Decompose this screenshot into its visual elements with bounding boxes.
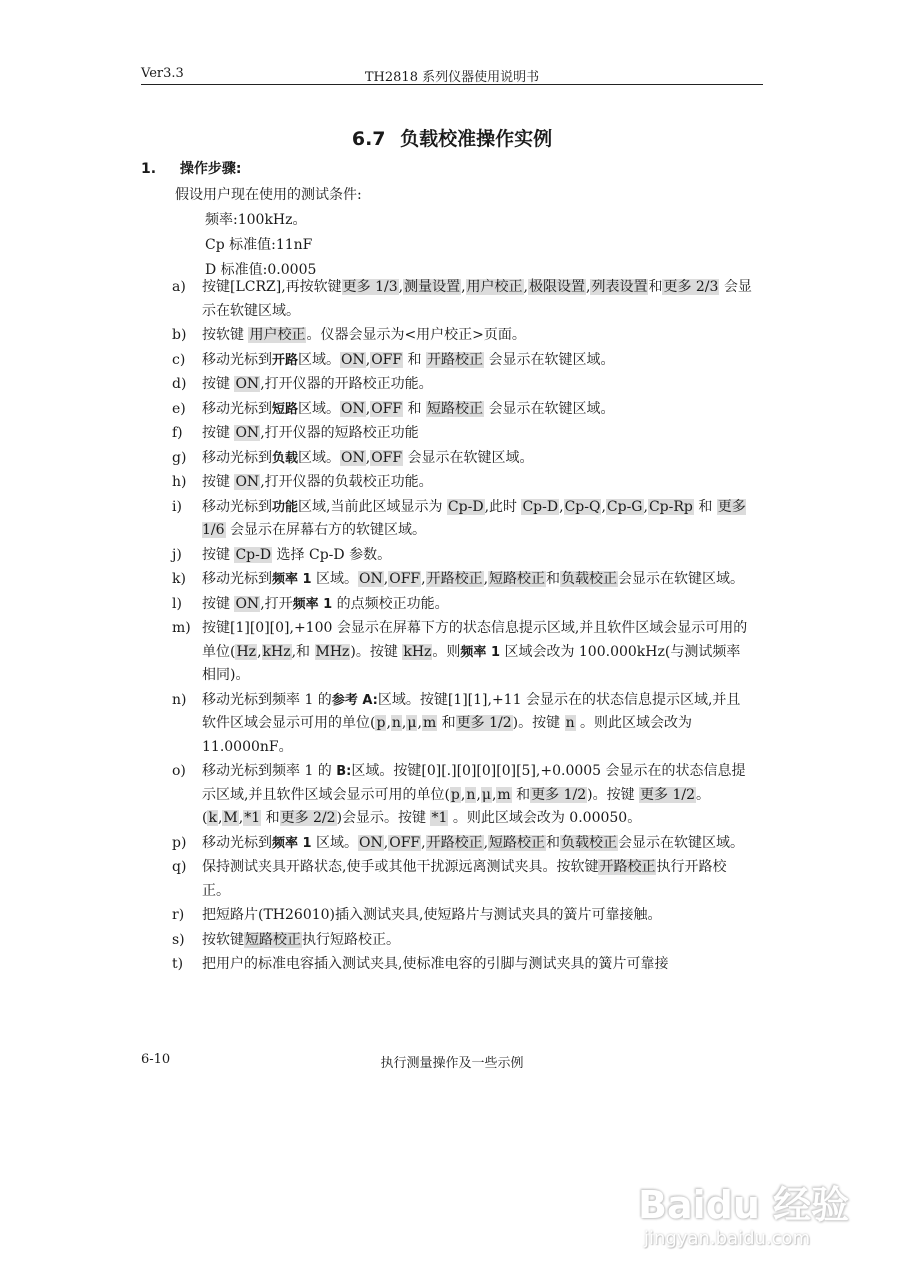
version-label: Ver3.3	[141, 66, 184, 81]
step-item	[172, 689, 752, 760]
step-label: r)	[172, 907, 185, 923]
softkey-label: Cp-Rp	[648, 498, 693, 515]
softkey-label: 更多 1/2	[531, 786, 587, 803]
field-name: 短路	[272, 401, 299, 417]
section-title: 负载校准操作实例	[400, 128, 553, 150]
step-label: p)	[172, 834, 187, 851]
softkey-label: ON	[235, 425, 260, 441]
watermark-logo: Baidu 经验	[638, 1183, 850, 1227]
step-item	[172, 760, 752, 831]
softkey-label: 开路校正	[426, 571, 483, 587]
step-text: 把短路片(TH26010)插入测试夹具,使短路片与测试夹具的簧片可靠接触。	[202, 907, 662, 923]
step-label: k)	[172, 571, 186, 587]
softkey-label: OFF	[389, 834, 421, 851]
step-label: j)	[172, 546, 182, 563]
step-label: b)	[172, 327, 187, 343]
watermark	[636, 1172, 866, 1262]
step-text: 按键 ON,打开仪器的短路校正功能	[202, 425, 419, 441]
softkey-label: ON	[235, 474, 260, 490]
step-item	[172, 568, 752, 592]
step-item	[172, 398, 752, 422]
field-name: B:	[336, 764, 352, 779]
subsection-heading	[141, 158, 241, 178]
section-number: 6.7	[351, 128, 386, 150]
field-name: 开路	[272, 352, 299, 368]
step-label: h)	[172, 474, 187, 490]
subsection-number: 1.	[141, 161, 157, 177]
field-name: 频率 1	[272, 572, 312, 587]
softkey-label: Cp-D	[447, 498, 484, 515]
softkey-label: *1	[431, 810, 448, 826]
step-item	[172, 349, 752, 373]
field-name: 频率 1	[272, 835, 312, 851]
step-label: n)	[172, 691, 187, 708]
step-text: 移动光标到频率 1 的 B:区域。按键[0][.][0][0][0][5],+0.0005 会显示在的状态信息提示区域,并且软件区域会显示可用的单位(p,n,μ,m 和更多 1/2)。按键 更多 1/2。(k,M,*1 和更多 2/2)会显示。按键 *1 。则此区域会改为 0.00050。	[202, 763, 746, 826]
softkey-label: OFF	[371, 400, 403, 417]
softkey-label: 更多 1/3	[342, 279, 398, 295]
softkey-label: MHz	[315, 643, 350, 660]
step-item	[172, 496, 752, 543]
softkey-label: 测量设置	[404, 279, 461, 295]
softkey-label: Cp-Q	[564, 498, 601, 515]
softkey-label: 更多 2/3	[663, 279, 719, 295]
step-label: i)	[172, 498, 182, 515]
step-text: 移动光标到开路区域。ON,OFF 和 开路校正 会显示在软键区域。	[202, 351, 615, 368]
softkey-label: 更多 1/2	[456, 715, 512, 731]
step-item	[172, 544, 752, 568]
step-label: t)	[172, 956, 184, 972]
step-item	[172, 929, 752, 953]
softkey-label: ON	[341, 449, 365, 466]
softkey-label: ON	[235, 595, 260, 612]
step-item	[172, 856, 752, 903]
step-item	[172, 276, 752, 323]
softkey-label: n	[565, 715, 575, 731]
softkey-label: Cp-D	[522, 498, 559, 515]
step-text: 按键[1][0][0],+100 会显示在屏幕下方的状态信息提示区域,并且软件区域会显示可用的单位(Hz,kHz,和 MHz)。按键 kHz。则频率 1 区域会改为 100.000kHz(与测试频率相同)。	[202, 620, 748, 683]
softkey-label: n	[391, 715, 401, 731]
step-text: 按键 ON,打开仪器的负载校正功能。	[202, 474, 433, 490]
softkey-label: p	[376, 715, 386, 731]
softkey-label: ON	[341, 351, 365, 368]
field-name: 频率 1	[292, 596, 333, 612]
step-text: 把用户的标准电容插入测试夹具,使标准电容的引脚与测试夹具的簧片可靠接	[202, 956, 669, 972]
softkey-label: ON	[359, 571, 383, 587]
step-text: 移动光标到频率 1 区域。ON,OFF,开路校正,短路校正和负载校正会显示在软键区域。	[202, 571, 745, 587]
field-name: 频率 1	[460, 644, 500, 660]
field-name: 功能	[272, 499, 299, 515]
step-text: 移动光标到频率 1 区域。ON,OFF,开路校正,短路校正和负载校正会显示在软键区域。	[202, 834, 745, 851]
field-name: 参考 A:	[331, 692, 378, 708]
softkey-label: 开路校正	[427, 351, 484, 368]
step-item	[172, 324, 752, 348]
step-label: d)	[172, 376, 187, 392]
test-conditions	[175, 183, 362, 283]
softkey-label: 用户校正	[249, 327, 306, 343]
softkey-label: ON	[341, 400, 365, 417]
softkey-label: 开路校正	[426, 834, 483, 851]
softkey-label: 负载校正	[561, 571, 618, 587]
softkey-label: 更多 1/2	[640, 786, 696, 803]
document-title: TH2818 系列仪器使用说明书	[364, 70, 540, 85]
softkey-label: M	[223, 810, 238, 826]
softkey-label: Cp-D	[235, 546, 272, 563]
condition-frequency: 频率:100kHz。	[205, 212, 307, 228]
softkey-label: kHz	[262, 643, 291, 660]
step-text: 移动光标到频率 1 的参考 A:区域。按键[1][1],+11 会显示在的状态信息提示区域,并且软件区域会显示可用的单位(p,n,μ,m 和更多 1/2)。按键 n 。则此区域会改为 11.0000nF。	[202, 691, 741, 755]
softkey-label: 短路校正	[489, 571, 546, 587]
step-text: 保持测试夹具开路状态,使手或其他干扰源远离测试夹具。按软键开路校正执行开路校正。	[202, 859, 727, 899]
softkey-label: μ	[481, 786, 491, 803]
softkey-label: 极限设置	[529, 279, 585, 295]
chapter-title: 执行测量操作及一些示例	[380, 1056, 524, 1071]
softkey-label: k	[208, 810, 217, 826]
step-item	[172, 593, 752, 617]
condition-d: D 标准值:0.0005	[205, 262, 317, 278]
subsection-title: 操作步骤:	[179, 161, 242, 177]
step-item	[172, 832, 752, 856]
softkey-label: kHz	[403, 643, 432, 660]
condition-cp: Cp 标准值:11nF	[205, 237, 313, 253]
watermark-url: jingyan.baidu.com	[644, 1228, 811, 1249]
step-text: 移动光标到负载区域。ON,OFF 会显示在软键区域。	[202, 449, 534, 466]
softkey-label: m	[422, 715, 437, 731]
field-name: 负载	[272, 450, 299, 466]
softkey-label: ON	[235, 376, 260, 392]
softkey-label: ON	[359, 834, 383, 851]
softkey-label: p	[450, 786, 460, 803]
step-label: e)	[172, 400, 186, 417]
softkey-label: OFF	[389, 571, 421, 587]
softkey-label: OFF	[371, 351, 403, 368]
step-label: f)	[172, 425, 183, 441]
softkey-label: Hz	[236, 643, 257, 660]
step-item	[172, 904, 752, 928]
step-label: l)	[172, 595, 182, 612]
softkey-label: 负载校正	[561, 834, 618, 851]
section-heading	[0, 124, 904, 151]
page-number: 6-10	[141, 1052, 171, 1067]
step-item	[172, 373, 752, 397]
softkey-label: m	[497, 786, 511, 803]
step-text: 移动光标到短路区域。ON,OFF 和 短路校正 会显示在软键区域。	[202, 400, 615, 417]
intro-text: 假设用户现在使用的测试条件:	[175, 187, 362, 203]
softkey-label: 短路校正	[489, 834, 546, 851]
softkey-label: 列表设置	[591, 279, 648, 295]
step-text: 按软键短路校正执行短路校正。	[202, 931, 400, 948]
step-list	[172, 276, 752, 978]
step-text: 按键[LCRZ],再按软键更多 1/3,测量设置,用户校正,极限设置,列表设置和更多 2/3 会显示在软键区域。	[202, 279, 752, 319]
softkey-label: 用户校正	[466, 279, 523, 295]
softkey-label: OFF	[371, 449, 403, 466]
softkey-label: 短路校正	[427, 400, 484, 417]
step-item	[172, 422, 752, 446]
step-label: c)	[172, 351, 186, 368]
step-label: g)	[172, 449, 187, 466]
softkey-label: n	[466, 786, 476, 803]
step-item	[172, 953, 752, 977]
softkey-label: 短路校正	[245, 931, 301, 948]
softkey-label: μ	[407, 715, 417, 731]
step-text: 按软键 用户校正。仪器会显示为<用户校正>页面。	[202, 327, 526, 343]
step-item	[172, 617, 752, 688]
softkey-label: 开路校正	[599, 859, 656, 875]
step-label: s)	[172, 931, 185, 948]
softkey-label: Cp-G	[606, 498, 643, 515]
step-text: 按键 ON,打开仪器的开路校正功能。	[202, 376, 433, 392]
page-header	[141, 62, 763, 85]
step-label: a)	[172, 279, 186, 295]
step-text: 按键 Cp-D 选择 Cp-D 参数。	[202, 546, 392, 563]
step-item	[172, 447, 752, 471]
step-label: o)	[172, 763, 186, 779]
step-label: q)	[172, 859, 187, 875]
step-text: 按键 ON,打开频率 1 的点频校正功能。	[202, 595, 449, 612]
step-label: m)	[172, 620, 191, 636]
step-item	[172, 471, 752, 495]
softkey-label: 更多 2/2	[280, 810, 336, 826]
step-text: 移动光标到功能区域,当前此区域显示为 Cp-D,此时 Cp-D,Cp-Q,Cp-G,Cp-Rp 和 更多 1/6 会显示在屏幕右方的软键区域。	[202, 498, 746, 538]
softkey-label: 更多 1/6	[202, 498, 746, 538]
softkey-label: *1	[244, 810, 261, 826]
